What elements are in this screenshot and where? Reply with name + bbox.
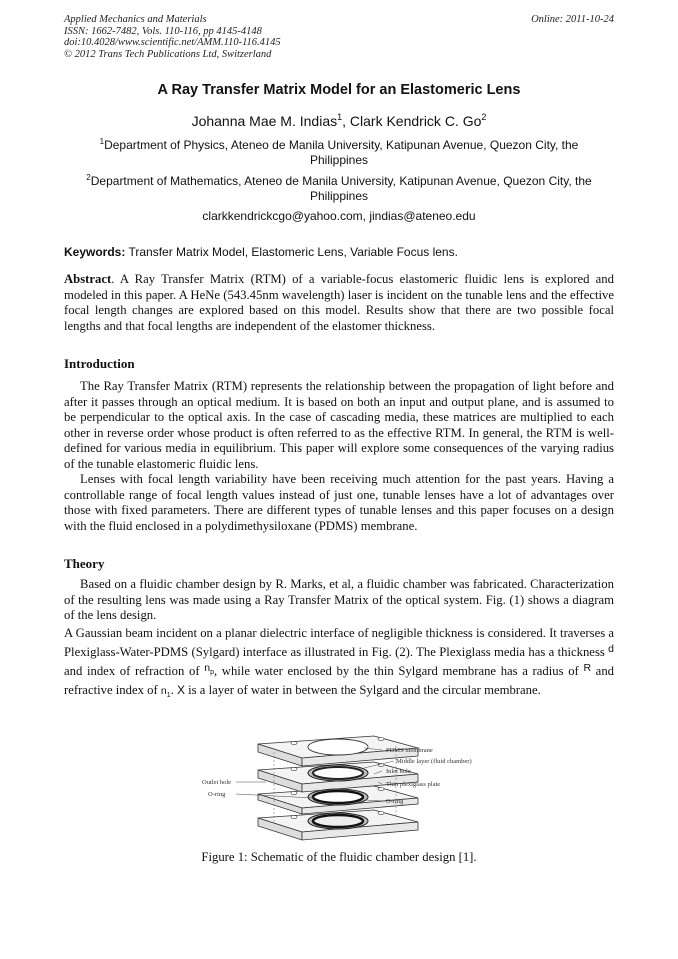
symbol-np: np [204,662,214,677]
abstract [64,272,614,334]
author-separator: , [342,113,350,129]
section-heading-theory: Theory [64,556,105,571]
affiliation-text: Department of Mathematics, Ateneo de Manila University, Katipunan Avenue, Quezon City, the Philippines [90,174,592,203]
symbol-X: X [176,683,185,697]
symbol-d: d [608,643,614,655]
theory-paragraph: Based on a fluidic chamber design by R. Marks, et al, a fluidic chamber was fabricated. Characterization of the resulting lens was made using a Ray Transfer Matrix of the optical system. Fig. (1) shows a diagram of the lens design. [64,577,614,622]
affiliation-mark: 2 [86,173,91,182]
label-thin-plexiglass-plate: Thin plexiglass plate [386,781,441,788]
abstract-label: Abstract [64,272,112,286]
label-o-ring-left: O-ring [208,791,226,798]
figure-caption: Figure 1: Schematic of the fluidic chamber design [1]. [201,850,477,864]
figure-fluidic-chamber [196,722,486,850]
theory-paragraph: A Gaussian beam incident on a planar dielectric interface of negligible thickness is considered. It traverses a Plexiglass-Water-PDMS (Sylgard) interface as illustrated in Fig. (2). The Plexiglass media has a thickness $^d$ and index of refraction of $^{n_p}$, while water enclosed by the thin Sylgard membrane has a radius of $^R$ and refractive index of $n_1$. X is a layer of water in between the Sylgard and the circular membrane. [64,626,615,700]
journal-name: Applied Mechanics and Materials [64,14,207,25]
section-heading-introduction: Introduction [64,356,135,371]
issn-line: ISSN: 1662-7482, Vols. 110-116, pp 4145-4148 [64,25,262,37]
introduction-paragraph: The Ray Transfer Matrix (RTM) represents the relationship between the propagation of light before and after it passes through an optical medium. It is based on both an input and output plane, and is assumed to be perpendicular to the optical axis. In the case of cascading media, these matrices are multiplied to each other in reverse order whose product is often referred to as the effective RTM. In general, the RTM is well-defined for various media in equilibrium. This paper will explore some consequences of the varying radius of the tunable elastomeric fluidic lens. [64,379,614,471]
author-name: Clark Kendrick C. Go [349,113,482,129]
symbol-R: R [583,662,592,674]
author-emails: clarkkendrickcgo@yahoo.com, jindias@ateneo.edu [202,209,476,223]
symbol-n1: $n_1$ [160,685,171,700]
author-name: Johanna Mae M. Indias [191,113,338,129]
affiliation-mark: 2 [481,112,487,122]
keywords-text: Transfer Matrix Model, Elastomeric Lens, Variable Focus lens. [128,245,458,259]
keywords [64,245,614,259]
affiliation-mark: 1 [337,112,343,122]
keywords-label: Keywords: [64,245,126,259]
doi-line: doi:10.4028/www.scientific.net/AMM.110-116.4145 [64,37,281,48]
affiliation-text: Department of Physics, Ateneo de Manila University, Katipunan Avenue, Quezon City, the Philippines [104,138,579,167]
label-o-ring-right: O-ring [386,798,404,805]
journal-header [64,14,614,60]
affiliation [70,174,608,204]
label-middle-layer: Middle layer (fluid chamber) [396,758,472,765]
fluidic-chamber-diagram [196,722,486,850]
author-list [0,113,678,129]
label-inlet-hole: Inlet hole [386,768,411,775]
online-date: Online: 2011-10-24 [531,14,614,25]
affiliation-mark: 1 [99,137,105,146]
introduction-paragraph: Lenses with focal length variability have been receiving much attention for the past years. Having a controllable range of focal length values instead of just one, tunable lenses have a lot of advantages over those with fixed parameters. There are different types of tunable lenses and this paper focuses on a design with the fluid enclosed in a polydimethysiloxane (PDMS) membrane. [64,472,614,533]
paper-title: A Ray Transfer Matrix Model for an Elastomeric Lens [157,82,521,98]
copyright-line: © 2012 Trans Tech Publications Ltd, Switzerland [64,48,272,60]
label-outlet-hole: Outlet hole [202,779,232,786]
affiliation [70,138,608,168]
label-pdms-membrane: PDMS membrane [386,747,433,754]
abstract-text: . A Ray Transfer Matrix (RTM) of a variable-focus elastomeric fluidic lens is explored and modeled in this paper. A HeNe (543.45nm wavelength) laser is incident on the tunable lens and the effective focal length changes are explored based on this model. Results show that there are two possible focal lengths and that focal lengths are independent of the elastomer thickness. [64,272,614,333]
